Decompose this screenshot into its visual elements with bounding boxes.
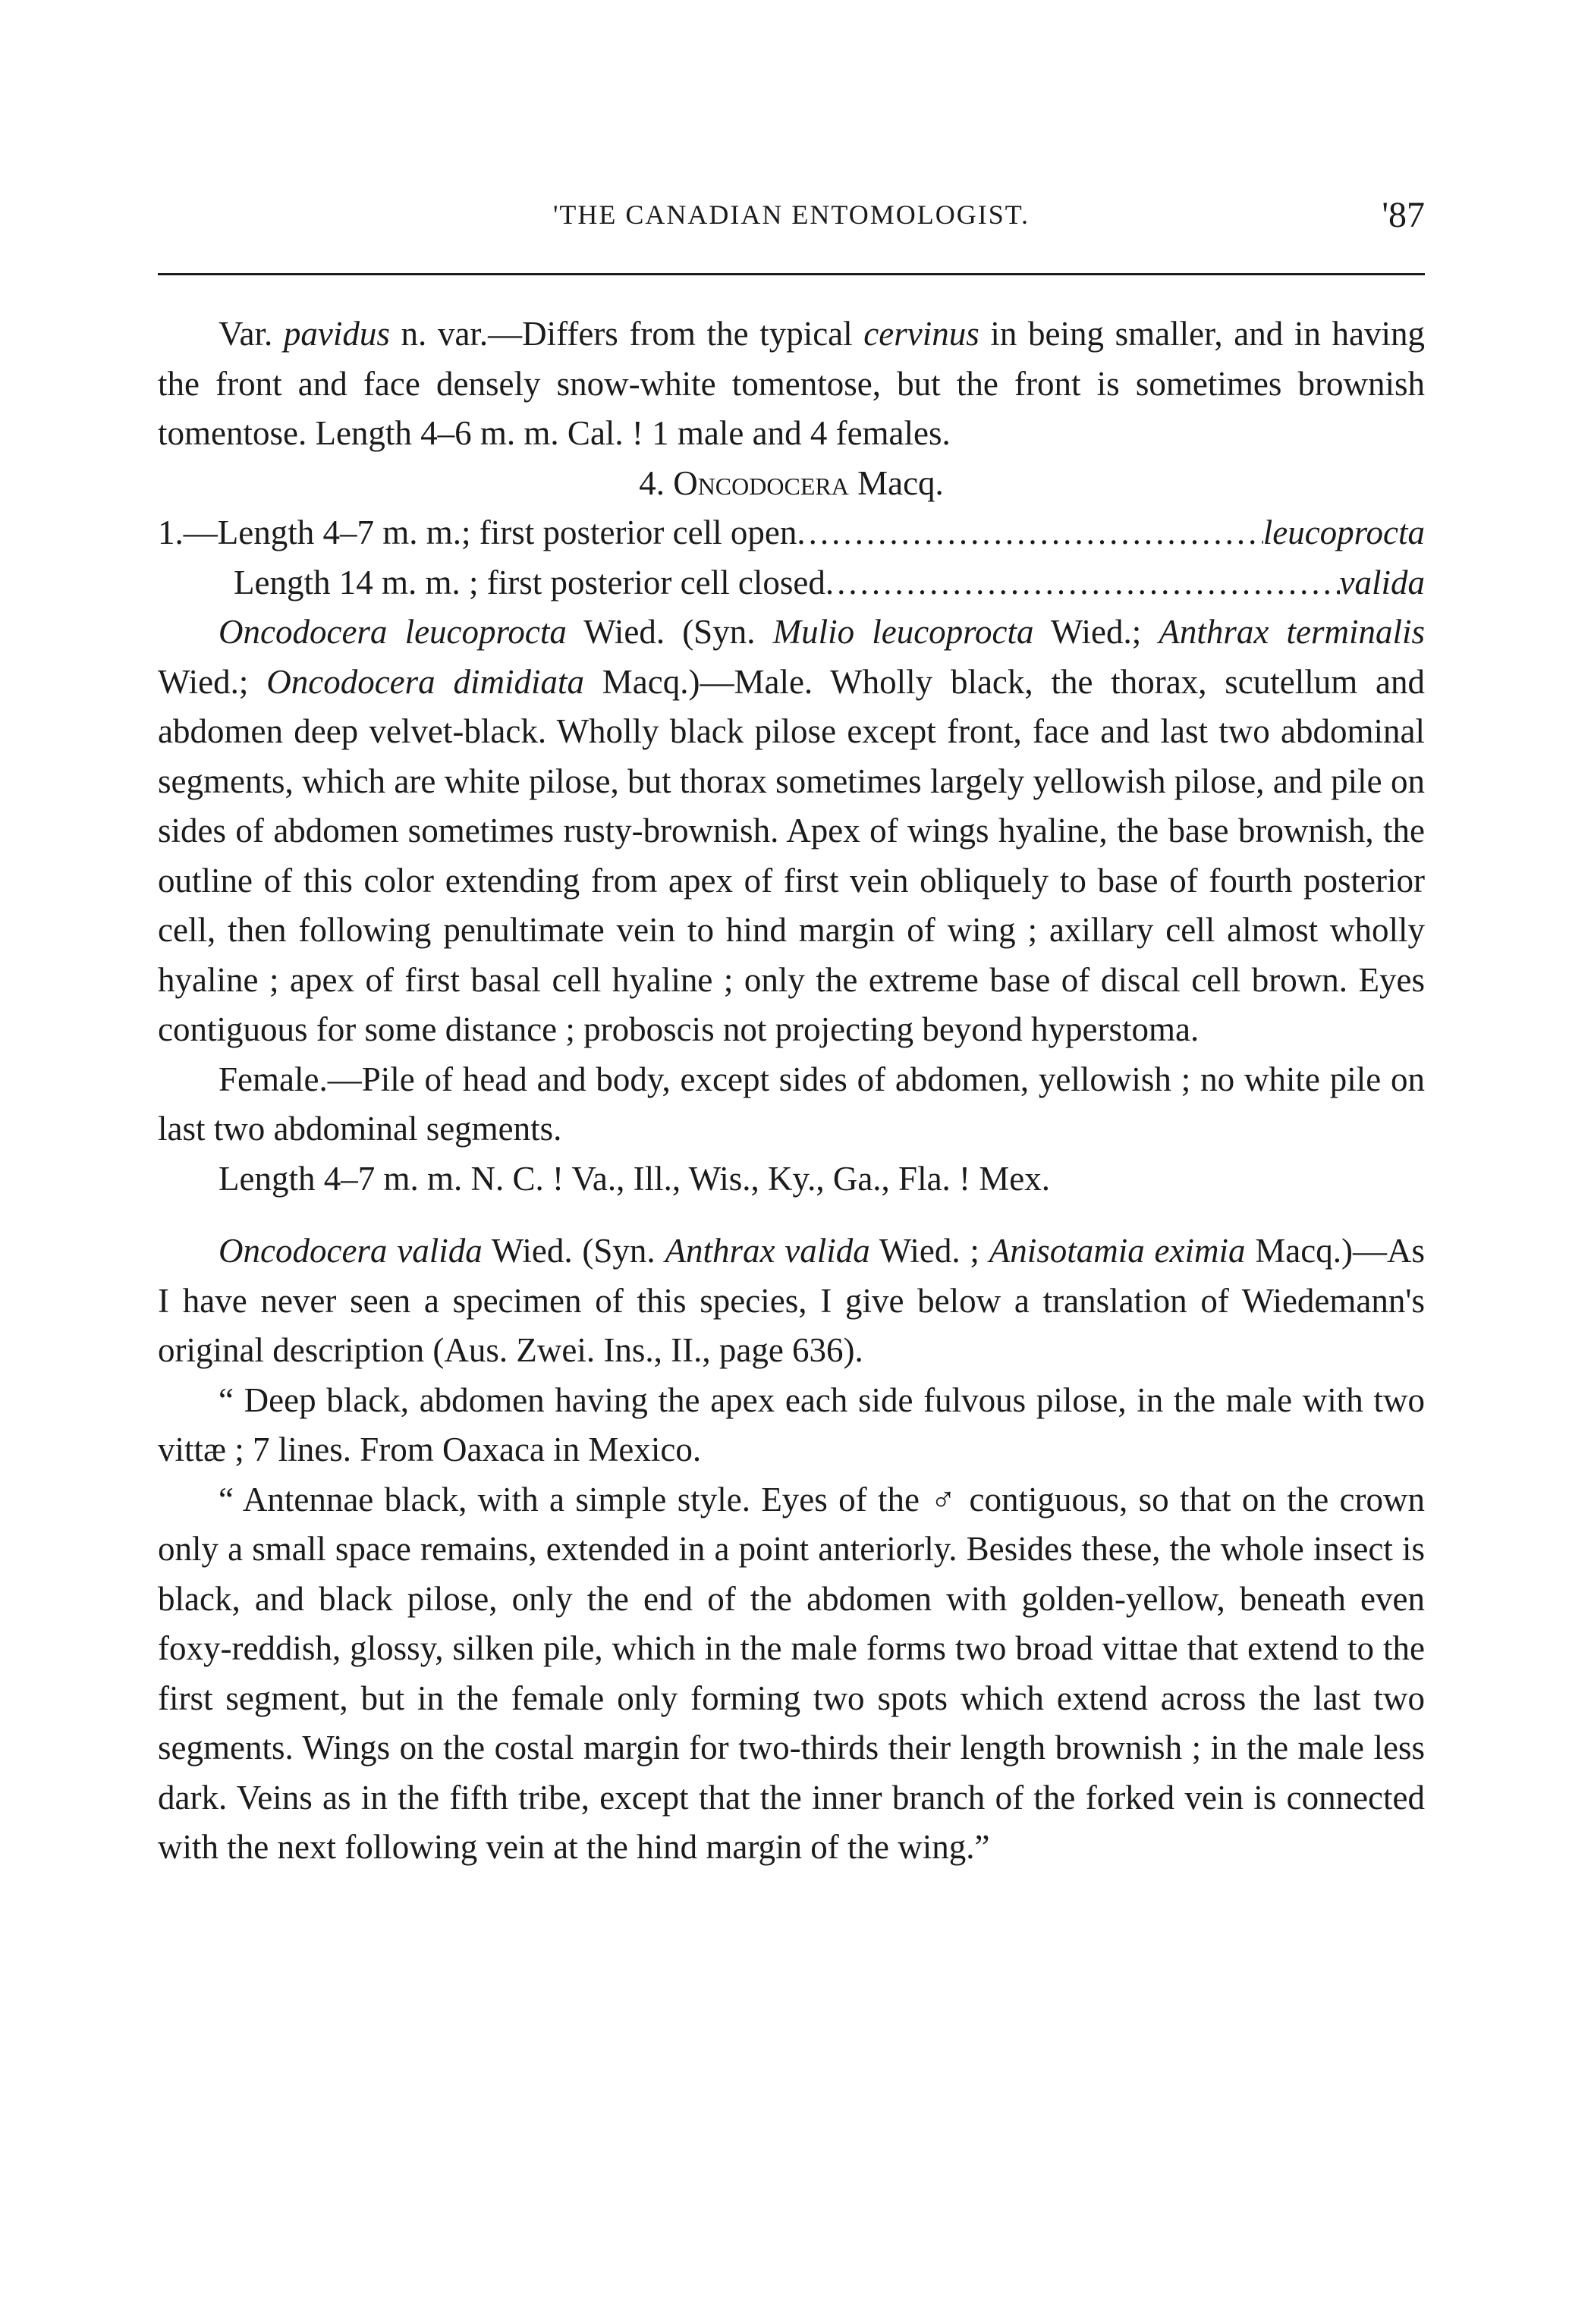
- genus-number: 4.: [639, 463, 674, 502]
- genus-author: Macq.: [848, 463, 944, 502]
- text-span: Wied.;: [1033, 613, 1159, 651]
- key-row: [158, 508, 1425, 558]
- female-paragraph: Female.—Pile of head and body, except sides of abdomen, yellowish ; no white pile on last two abdominal segments.: [158, 1060, 1425, 1148]
- text-span: Wied.;: [158, 662, 267, 701]
- italic-name: Oncodocera dimidiata: [266, 662, 584, 701]
- key-couplet-text: Length 14 m. m. ; first posterior cell closed: [234, 563, 825, 601]
- key-row: [158, 558, 1425, 608]
- text-span: Macq.)—Male. Wholly black, the thorax, scutellum and abdomen deep velvet-black. Wholly black pilose except front, face and last two abdominal segments, which are white pilose, but thorax sometimes largely yellowish pilose, and pile on sides of abdomen sometimes rusty-brownish. Apex of wings hyaline, the base brownish, the outline of this color extending from apex of first vein obliquely to base of fourth posterior cell, then following penultimate vein to hind margin of wing ; axillary cell almost wholly hyaline ; apex of first basal cell hyaline ; only the extreme base of discal cell brown. Eyes contiguous for some distance ; proboscis not projecting beyond hyperstoma.: [158, 662, 1426, 1048]
- text-span: Wied. (Syn.: [482, 1232, 665, 1270]
- text-span: in being smaller, and in having the front and face densely snow-white tomentose, but the front is sometimes brownish tomentose. Length 4–6 m. m. Cal. ! 1 male and 4 females.: [158, 315, 1425, 452]
- header-rule: [158, 273, 1425, 275]
- text-span: Wied. (Syn.: [566, 613, 773, 651]
- leader-dots: [797, 508, 1262, 558]
- italic-name: Anthrax valida: [665, 1232, 870, 1270]
- variety-paragraph: [158, 309, 1425, 459]
- text-span: Wied. ;: [869, 1232, 989, 1270]
- italic-name: cervinus: [863, 315, 979, 353]
- italic-name: Anthrax terminalis: [1159, 613, 1426, 651]
- text-span: n. var.—Differs from the typical: [389, 315, 864, 353]
- genus-heading: [158, 459, 1425, 509]
- text-span: Macq.)—As I have never seen a specimen of this species, I give below a translation of Wiedemann's original description (Aus. Zwei. Ins., II., page 636).: [158, 1232, 1425, 1369]
- valida-paragraph: [158, 1226, 1425, 1376]
- italic-name: pavidus: [283, 315, 390, 353]
- key-couplet-text: 1.—Length 4–7 m. m.; first posterior cell open: [158, 513, 797, 551]
- text-span: Var.: [219, 315, 284, 353]
- italic-name: Anisotamia eximia: [989, 1232, 1246, 1270]
- italic-name: Mulio leucoprocta: [772, 613, 1034, 651]
- leucoprocta-paragraph: [158, 608, 1425, 1055]
- key-species: leucoprocta: [1262, 513, 1425, 551]
- length-paragraph: Length 4–7 m. m. N. C. ! Va., Ill., Wis., Ky., Ga., Fla. ! Mex.: [219, 1159, 1051, 1198]
- running-title: 'THE CANADIAN ENTOMOLOGIST.: [552, 199, 1030, 230]
- quote-paragraph-2: “ Antennae black, with a simple style. Eyes of the ♂ contiguous, so that on the crown only a small space remains, extended in a point anteriorly. Besides these, the whole insect is black, and black pilose, only the end of the abdomen with golden-yellow, beneath even foxy-reddish, glossy, silken pile, which in the male forms two broad vittae that extend to the first segment, but in the female only forming two spots which extend across the last two segments. Wings on the costal margin for two-thirds their length brownish ; in the male less dark. Veins as in the fifth tribe, except that the inner branch of the forked vein is connected with the next following vein at the hind margin of the wing.”: [158, 1480, 1425, 1866]
- italic-name: Oncodocera valida: [219, 1232, 483, 1270]
- page-header: [158, 195, 1425, 244]
- body-text: [158, 309, 1425, 1873]
- page-number: '87: [1382, 195, 1425, 235]
- italic-name: Oncodocera leucoprocta: [219, 613, 567, 651]
- key-species: valida: [1339, 563, 1425, 601]
- quote-paragraph-1: “ Deep black, abdomen having the apex each side fulvous pilose, in the male with two vittæ ; 7 lines. From Oaxaca in Mexico.: [158, 1380, 1425, 1468]
- leader-dots: [825, 558, 1340, 608]
- genus-name: Oncodocera: [673, 463, 849, 502]
